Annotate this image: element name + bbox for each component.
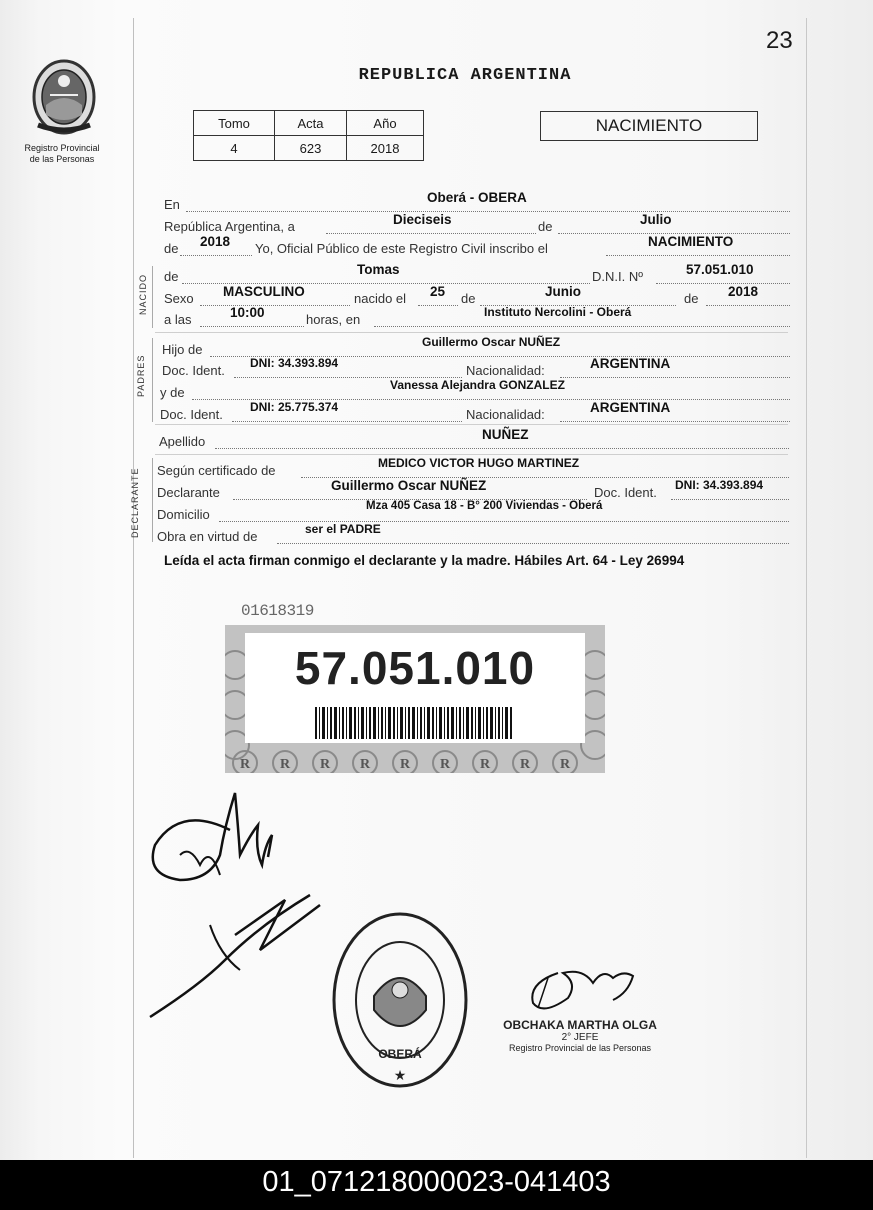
dots bbox=[277, 543, 789, 544]
dots bbox=[232, 421, 462, 422]
separator bbox=[155, 454, 788, 455]
dots bbox=[200, 305, 350, 306]
row-apellido bbox=[159, 427, 787, 450]
value-mother-doc: DNI: 25.775.374 bbox=[250, 400, 339, 414]
header-tomo: Tomo bbox=[194, 111, 275, 136]
control-number: 57.051.010 bbox=[294, 642, 536, 694]
value-doc-declarante: DNI: 34.393.894 bbox=[675, 478, 764, 492]
declarante-bar bbox=[152, 458, 153, 542]
dots bbox=[560, 421, 790, 422]
label-apellido: Apellido bbox=[159, 434, 206, 449]
value-sexo: MASCULINO bbox=[223, 284, 305, 299]
row-statement bbox=[162, 234, 790, 257]
label-declarante-section: DECLARANTE bbox=[130, 467, 140, 538]
row-mother bbox=[160, 378, 790, 401]
dots bbox=[200, 326, 304, 327]
dots bbox=[215, 448, 789, 449]
row-republica bbox=[162, 212, 790, 235]
registry-stamp bbox=[330, 910, 470, 1090]
label-cert: Según certificado de bbox=[157, 463, 276, 478]
row-name bbox=[162, 262, 790, 285]
padres-bar bbox=[152, 338, 153, 422]
registry-table bbox=[193, 110, 424, 161]
value-month: Julio bbox=[640, 212, 672, 227]
official-signature-block bbox=[480, 1018, 680, 1053]
label-de-name: de bbox=[164, 269, 179, 284]
left-margin-line bbox=[133, 18, 134, 1158]
value-place: Oberá - OBERA bbox=[427, 190, 527, 205]
svg-text:R: R bbox=[280, 757, 291, 772]
value-ano: 2018 bbox=[347, 136, 424, 161]
label-horas-en: horas, en bbox=[306, 312, 361, 327]
value-apellido: NUÑEZ bbox=[482, 427, 529, 442]
row-domicilio bbox=[157, 500, 785, 523]
label-nacido-section: NACIDO bbox=[138, 273, 148, 315]
svg-text:R: R bbox=[560, 757, 571, 772]
label-nacido-el: nacido el bbox=[354, 291, 407, 306]
svg-text:R: R bbox=[240, 757, 251, 772]
value-obra: ser el PADRE bbox=[305, 522, 381, 536]
row-hora bbox=[162, 305, 790, 328]
label-y-de: y de bbox=[160, 385, 185, 400]
dots bbox=[656, 283, 790, 284]
value-cert: MEDICO VICTOR HUGO MARTINEZ bbox=[378, 456, 580, 470]
label-dni: D.N.I. Nº bbox=[592, 269, 643, 284]
official-role: 2° JEFE bbox=[561, 1032, 599, 1043]
label-padres-section: PADRES bbox=[136, 354, 146, 397]
svg-text:R: R bbox=[320, 757, 331, 772]
label-doc-mother: Doc. Ident. bbox=[160, 407, 223, 422]
control-label-inner bbox=[245, 633, 585, 743]
separator bbox=[155, 332, 788, 333]
row-declarante bbox=[157, 478, 785, 501]
row-mother-doc bbox=[160, 400, 790, 423]
value-child-dni: 57.051.010 bbox=[686, 262, 754, 277]
dots bbox=[706, 305, 790, 306]
label-statement: Yo, Oficial Público de este Registro Civil inscribo el bbox=[255, 241, 548, 256]
dots bbox=[560, 377, 790, 378]
document-title: REPUBLICA ARGENTINA bbox=[358, 66, 572, 85]
label-domicilio: Domicilio bbox=[157, 507, 210, 522]
dots bbox=[326, 233, 536, 234]
logo-caption-line1: Registro Provincial bbox=[24, 143, 100, 153]
value-tomo: 4 bbox=[194, 136, 275, 161]
label-nac-father: Nacionalidad: bbox=[466, 363, 545, 378]
nacido-bar bbox=[152, 266, 153, 328]
separator bbox=[155, 424, 788, 425]
registry-value-row bbox=[194, 136, 424, 161]
label-nac-mother: Nacionalidad: bbox=[466, 407, 545, 422]
row-cert bbox=[157, 456, 785, 479]
registry-header-row bbox=[194, 111, 424, 136]
label-en: En bbox=[164, 197, 180, 212]
official-name: OBCHAKA MARTHA OLGA bbox=[503, 1018, 657, 1032]
header-ano: Año bbox=[347, 111, 424, 136]
logo-caption bbox=[14, 143, 110, 165]
row-father-doc bbox=[162, 356, 790, 379]
label-sexo: Sexo bbox=[164, 291, 194, 306]
value-birth-year: 2018 bbox=[728, 284, 759, 299]
value-hour: 10:00 bbox=[230, 305, 265, 320]
logo-caption-line2: de las Personas bbox=[29, 154, 95, 164]
value-birth-month: Junio bbox=[545, 284, 581, 299]
value-father-nationality: ARGENTINA bbox=[590, 356, 671, 371]
label-republica: República Argentina, a bbox=[164, 219, 295, 234]
control-label bbox=[225, 625, 605, 773]
signatures-declarante-madre bbox=[140, 785, 340, 1025]
svg-text:R: R bbox=[520, 757, 531, 772]
page-number: 23 bbox=[766, 27, 793, 54]
value-father-doc: DNI: 34.393.894 bbox=[250, 356, 339, 370]
label-de-year: de bbox=[684, 291, 699, 306]
label-de2: de bbox=[164, 241, 179, 256]
value-acta: 623 bbox=[275, 136, 347, 161]
svg-text:R: R bbox=[440, 757, 451, 772]
value-declarante: Guillermo Oscar NUÑEZ bbox=[331, 478, 487, 493]
label-doc-declarante: Doc. Ident. bbox=[594, 485, 657, 500]
province-seal-logo bbox=[28, 55, 100, 137]
value-year: 2018 bbox=[200, 234, 231, 249]
dots bbox=[186, 211, 790, 212]
official-signature bbox=[518, 958, 648, 1018]
stamp-city: OBERÁ bbox=[378, 1047, 422, 1061]
dots bbox=[374, 326, 790, 327]
value-father-name: Guillermo Oscar NUÑEZ bbox=[422, 335, 561, 349]
footer-code: 01_071218000023-041403 bbox=[0, 1160, 873, 1210]
label-doc-father: Doc. Ident. bbox=[162, 363, 225, 378]
serial-number: 01618319 bbox=[241, 602, 314, 620]
header-acta: Acta bbox=[275, 111, 347, 136]
svg-text:R: R bbox=[400, 757, 411, 772]
label-a-las: a las bbox=[164, 312, 192, 327]
legal-text: Leída el acta firman conmigo el declarante y la madre. Hábiles Art. 64 - Ley 26994 bbox=[164, 553, 685, 568]
row-obra bbox=[157, 522, 785, 545]
svg-text:R: R bbox=[360, 757, 371, 772]
value-mother-name: Vanessa Alejandra GONZALEZ bbox=[390, 378, 565, 392]
value-day: Dieciseis bbox=[393, 212, 452, 227]
value-child-name: Tomas bbox=[357, 262, 400, 277]
record-type-box: NACIMIENTO bbox=[540, 111, 758, 141]
row-en bbox=[162, 190, 790, 213]
barcode bbox=[315, 707, 515, 739]
dots bbox=[671, 499, 789, 500]
svg-text:R: R bbox=[480, 757, 491, 772]
right-margin-line bbox=[806, 18, 807, 1158]
value-event: NACIMIENTO bbox=[648, 234, 734, 249]
dots bbox=[180, 255, 252, 256]
label-obra: Obra en virtud de bbox=[157, 529, 258, 544]
svg-text:★: ★ bbox=[393, 1067, 407, 1083]
official-org: Registro Provincial de las Personas bbox=[508, 1043, 652, 1053]
value-mother-nationality: ARGENTINA bbox=[590, 400, 671, 415]
label-declarante: Declarante bbox=[157, 485, 220, 500]
value-birth-day: 25 bbox=[430, 284, 446, 299]
label-de: de bbox=[538, 219, 553, 234]
dots bbox=[418, 305, 458, 306]
value-birth-place: Instituto Nercolini - Oberá bbox=[484, 305, 632, 319]
dots bbox=[606, 255, 790, 256]
label-hijo-de: Hijo de bbox=[162, 342, 203, 357]
value-domicilio: Mza 405 Casa 18 - B° 200 Viviendas - Oberá bbox=[366, 500, 603, 512]
label-de-month: de bbox=[461, 291, 476, 306]
